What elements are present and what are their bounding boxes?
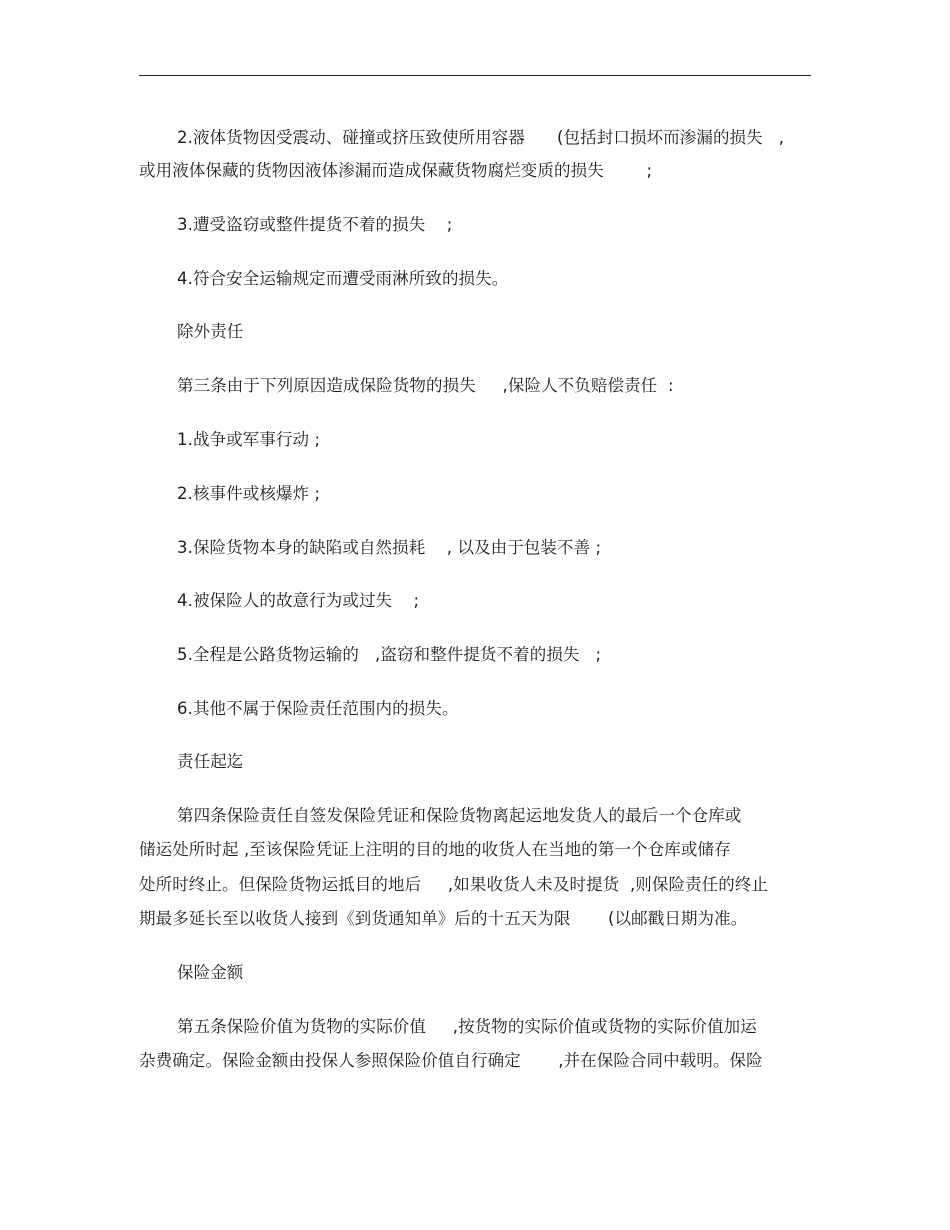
header-rule xyxy=(139,75,811,76)
article-5-line-1: 第五条保险价值为货物的实际价值 ,按货物的实际价值或货物的实际价值加运 xyxy=(177,1017,757,1036)
article-4-line-2: 储运处所时起 ,至该保险凭证上注明的目的地的收货人在当地的第一个仓库或储存 xyxy=(139,840,731,859)
article-4-line-3: 处所时终止。但保险货物运抵目的地后 ,如果收货人未及时提货 ,则保险责任的终止 xyxy=(139,875,769,894)
article-5-line-2: 杂费确定。保险金额由投保人参照保险价值自行确定 ,并在保险合同中载明。保险 xyxy=(139,1051,763,1070)
clause-item-2-line-2: 或用液体保藏的货物因液体渗漏而造成保藏货物腐烂变质的损失 ; xyxy=(139,161,653,180)
article-3: 第三条由于下列原因造成保险货物的损失 ,保险人不负赔偿责任 : xyxy=(177,376,674,395)
clause-item-2-line-1: 2.液体货物因受震动、碰撞或挤压致使所用容器 (包括封口损坏而渗漏的损失 , xyxy=(177,128,785,147)
section-heading-exclusions: 除外责任 xyxy=(177,322,244,341)
exclusion-item-2: 2.核事件或核爆炸 ; xyxy=(177,484,321,503)
exclusion-item-3: 3.保险货物本身的缺陷或自然损耗 , 以及由于包装不善 ; xyxy=(177,538,602,557)
section-heading-insured-amount: 保险金额 xyxy=(177,963,244,982)
article-4-line-4: 期最多延长至以收货人接到《到货通知单》后的十五天为限 (以邮戳日期为准。 xyxy=(139,909,748,928)
article-4-line-1: 第四条保险责任自签发保险凭证和保险货物离起运地发货人的最后一个仓库或 xyxy=(177,806,742,825)
section-heading-liability-period: 责任起迄 xyxy=(177,752,244,771)
exclusion-item-5: 5.全程是公路货物运输的 ,盗窃和整件提货不着的损失 ; xyxy=(177,645,602,664)
exclusion-item-4: 4.被保险人的故意行为或过失 ; xyxy=(177,591,420,610)
exclusion-item-1: 1.战争或军事行动 ; xyxy=(177,430,321,449)
clause-item-4: 4.符合安全运输规定而遭受雨淋所致的损失。 xyxy=(177,269,509,288)
exclusion-item-6: 6.其他不属于保险责任范围内的损失。 xyxy=(177,699,459,718)
clause-item-3: 3.遭受盗窃或整件提货不着的损失 ; xyxy=(177,215,453,234)
